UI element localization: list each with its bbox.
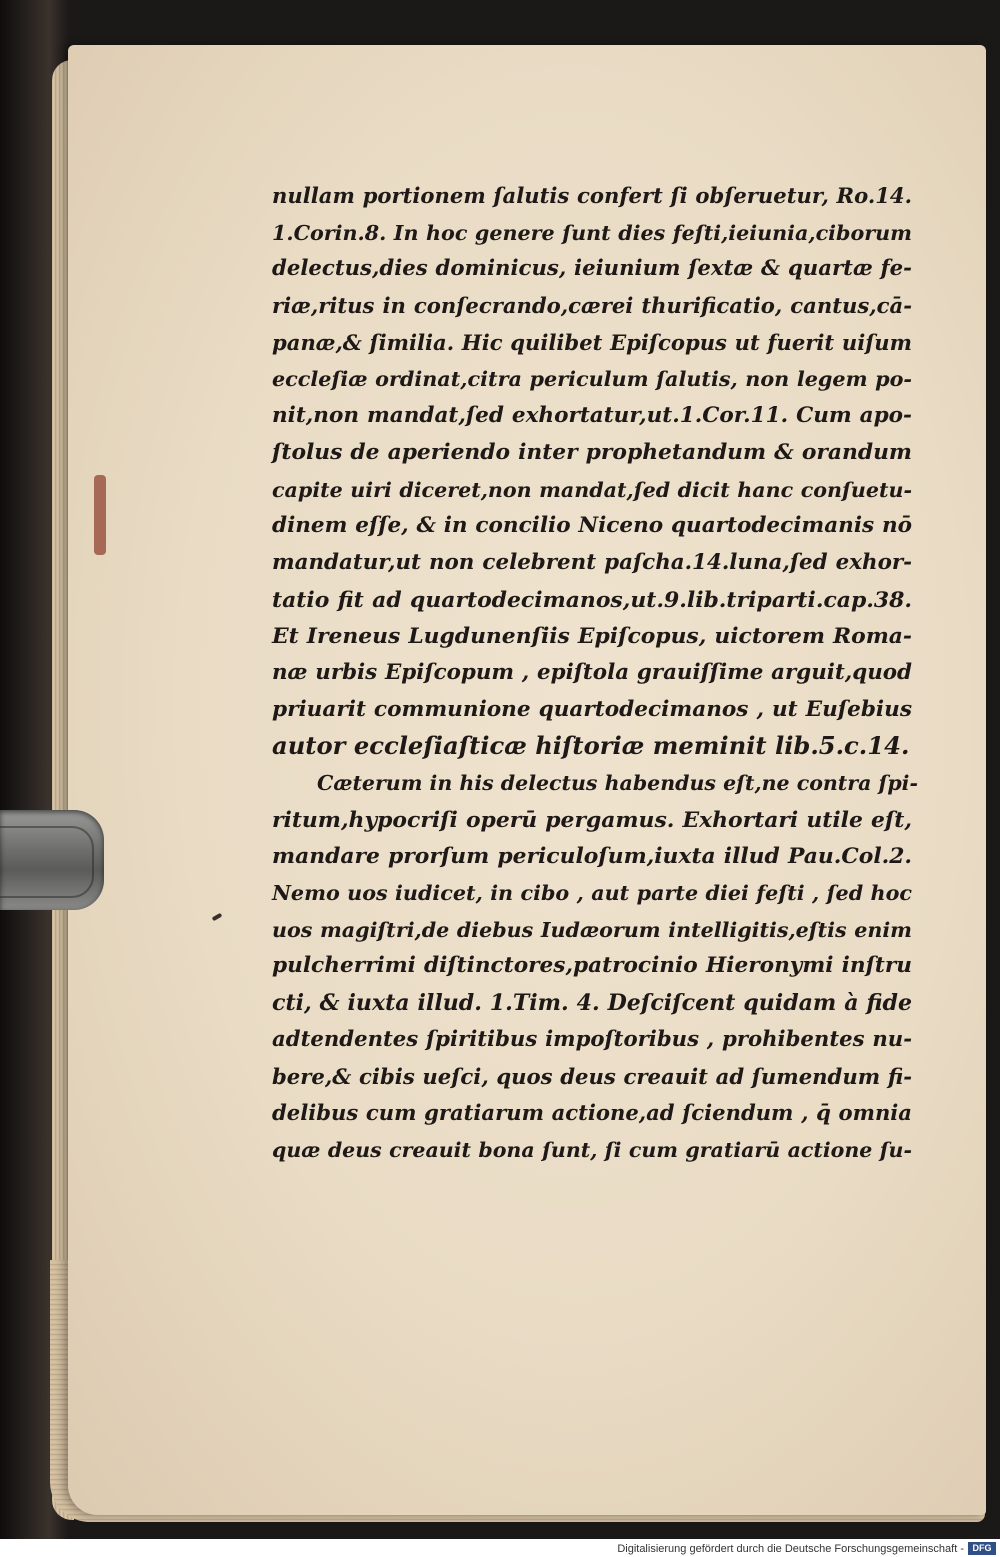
footer-credit: Digitalisierung gefördert durch die Deutsche Forschungsgemeinschaft - <box>617 1543 964 1555</box>
ribbon-mark <box>94 475 106 555</box>
text-line: bere,& cibis ueſci, quos deus creauit ad ſumendum fi- <box>272 1063 912 1089</box>
text-line: quæ deus creauit bona ſunt, ſi cum gratiarū actione ſu- <box>272 1137 912 1162</box>
text-line: 1.Corin.8. In hoc genere ſunt dies feſti,ieiunia,ciborum <box>272 220 912 245</box>
dfg-logo: DFG <box>968 1542 996 1555</box>
text-line: dinem eſſe, & in concilio Niceno quartodecimanis nō <box>272 513 912 539</box>
text-line: nullam portionem ſalutis confert ſi obſeruetur, Ro.14. <box>272 183 912 208</box>
text-line: cti, & iuxta illud. 1.Tim. 4. Deſciſcent quidam à fide <box>272 990 912 1017</box>
footer-bar <box>0 1539 1000 1557</box>
text-line: adtendentes ſpiritibus impoſtoribus , prohibentes nu- <box>272 1026 912 1052</box>
text-line: panæ,& ſimilia. Hic quilibet Epiſcopus ut fuerit uiſum <box>272 329 912 355</box>
text-line: nit,non mandat,ſed exhortatur,ut.1.Cor.11. Cum apo- <box>272 403 912 429</box>
text-line: delibus cum gratiarum actione,ad ſciendum , q̄ omnia <box>272 1100 912 1126</box>
text-line: eccleſiæ ordinat,citra periculum ſalutis, non legem po- <box>272 367 912 392</box>
text-line: Et Ireneus Lugdunenſiis Epiſcopus, uictorem Roma- <box>272 623 912 650</box>
text-line: Nemo uos iudicet, in cibo , aut parte diei feſti , ſed hoc <box>272 881 912 906</box>
text-line: autor eccleſiaſticæ hiſtoriæ meminit lib.5.c.14. <box>272 731 910 761</box>
text-line: ſtolus de aperiendo inter prophetandum & orandum <box>272 439 912 465</box>
text-line: uos magiſtri,de diebus Iudæorum intelligitis,eſtis enim <box>272 917 912 942</box>
text-line: mandare prorſum periculoſum,iuxta illud Pau.Col.2. <box>272 843 912 870</box>
text-line: mandatur,ut non celebrent paſcha.14.luna,ſed exhor- <box>272 549 912 575</box>
book-clasp-rim <box>0 826 94 898</box>
text-line: ritum,hypocriſi operū pergamus. Exhortari utile eſt, <box>272 806 912 833</box>
text-line: tatio fit ad quartodecimanos,ut.9.lib.triparti.cap.38. <box>272 586 912 613</box>
text-line: pulcherrimi diſtinctores,patrocinio Hieronymi inſtru <box>272 953 912 979</box>
text-line: Cæterum in his delectus habendus eſt,ne contra ſpi- <box>317 771 918 795</box>
page-text <box>272 178 918 1169</box>
text-line: delectus,dies dominicus, ieiunium ſextæ & quartæ fe- <box>272 256 912 282</box>
text-line: riæ,ritus in conſecrando,cærei thurificatio, cantus,cā- <box>272 293 912 319</box>
text-line: næ urbis Epiſcopum , epiſtola grauiſſime arguit,quod <box>272 659 912 685</box>
text-line: capite uiri diceret,non mandat,ſed dicit hanc conſuetu- <box>272 477 912 502</box>
text-line: priuarit communione quartodecimanos , ut Euſebius <box>272 696 912 722</box>
